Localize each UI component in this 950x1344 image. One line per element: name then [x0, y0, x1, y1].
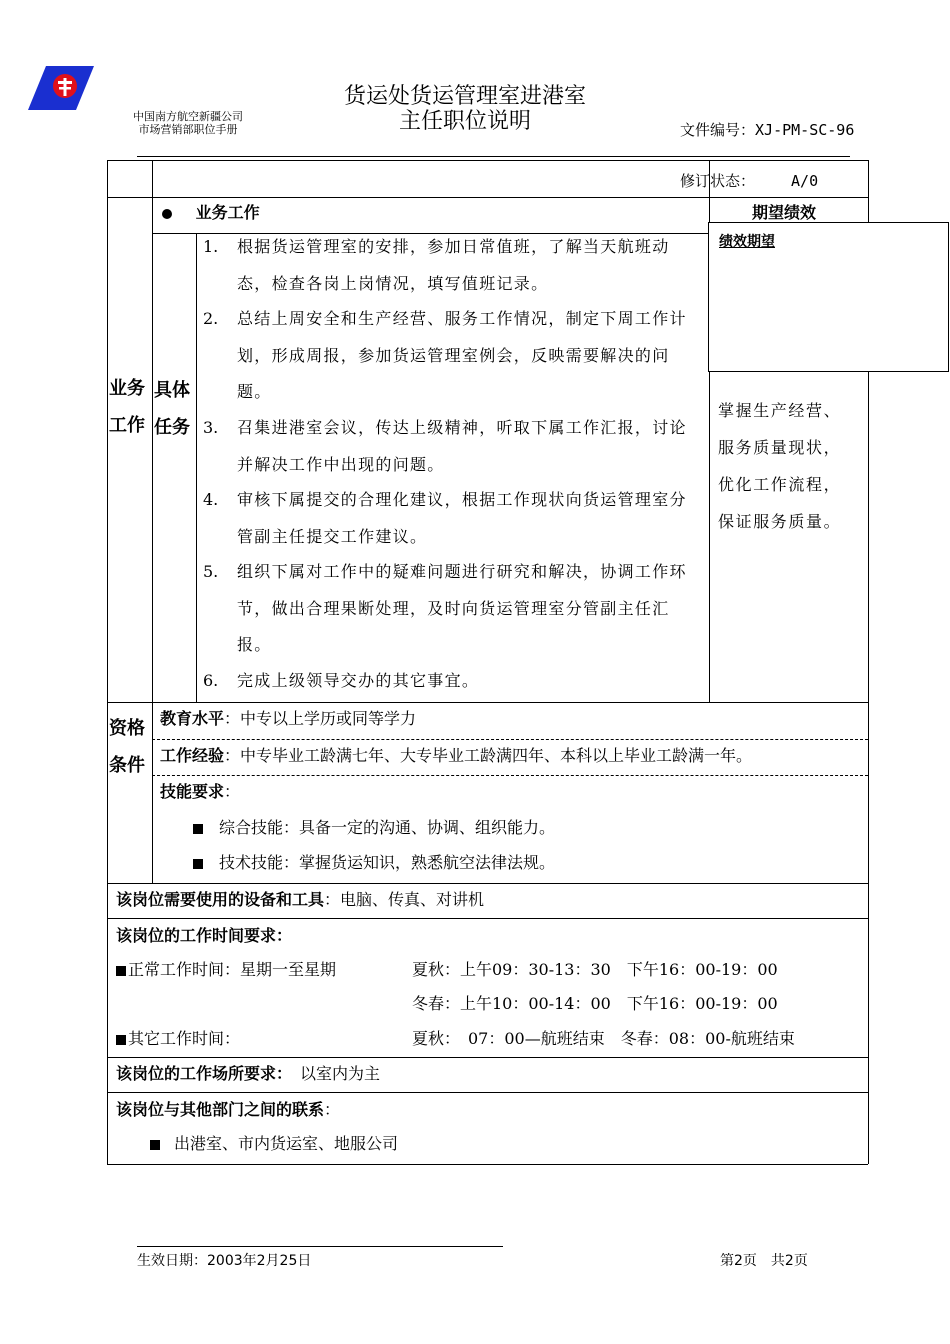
- document-title: [290, 84, 640, 134]
- task-item: [203, 229, 698, 302]
- task-text: 完成上级领导交办的其它事宜。: [237, 671, 480, 690]
- doc-no-value: XJ-PM-SC-96: [755, 121, 855, 139]
- company-logo: [28, 64, 98, 114]
- other-worktime-value: 夏秋： 07：00—航班结束 冬春：08：00-航班结束: [412, 1029, 795, 1048]
- task-item: [203, 482, 698, 555]
- square-bullet-icon: [116, 1035, 126, 1045]
- expected-performance-text: 掌握生产经营、服务质量现状，优化工作流程，保证服务质量。: [718, 401, 842, 531]
- other-worktime-label: 其它工作时间：: [116, 1026, 240, 1049]
- work-section-title: 业务工作: [162, 200, 260, 223]
- experience-requirement: 工作经验：中专毕业工龄满七年、大专毕业工龄满四年、本科以上毕业工龄满一年。: [160, 746, 753, 765]
- task-item: [203, 663, 698, 700]
- relation-label: 该岗位与其他部门之间的联系：: [116, 1100, 341, 1119]
- equipment-row: 该岗位需要使用的设备和工具：电脑、传真、对讲机: [116, 890, 485, 909]
- revision-value: A/0: [791, 172, 819, 190]
- education-requirement: 教育水平：中专以上学历或同等学力: [160, 709, 417, 728]
- work-row-label: 业务工作: [109, 378, 145, 436]
- bullet-icon: [162, 209, 172, 219]
- summer-hours: 夏秋：上午09：30-13：30 下午16：00-19：00: [412, 960, 778, 979]
- task-number: 5.: [203, 562, 219, 581]
- skill-item: 综合技能：具备一定的沟通、协调、组织能力。: [193, 815, 555, 838]
- task-text: 审核下属提交的合理化建议，根据工作现状向货运管理室分管副主任提交工作建议。: [237, 490, 687, 546]
- qualification-row-label: 资格条件: [109, 718, 145, 776]
- page-number: 第2页 共2页: [720, 1253, 808, 1269]
- task-number: 2.: [203, 309, 219, 328]
- task-number: 6.: [203, 671, 219, 690]
- winter-hours: 冬春：上午10：00-14：00 下午16：00-19：00: [412, 994, 778, 1013]
- document-number-block: [680, 88, 854, 207]
- worktime-label: 该岗位的工作时间要求：: [116, 926, 293, 945]
- skill-requirement-label: 技能要求：: [160, 782, 241, 801]
- expected-performance-header: 期望绩效: [752, 203, 817, 222]
- square-bullet-icon: [116, 966, 126, 976]
- skill-item: 技术技能：掌握货运知识，熟悉航空法律法规。: [193, 850, 555, 873]
- task-item: [203, 554, 698, 664]
- normal-worktime-label: 正常工作时间：星期一至星期: [116, 957, 336, 980]
- title-line-2: 主任职位说明: [398, 109, 531, 134]
- revision-label: 修订状态：: [680, 172, 756, 190]
- task-text: 根据货运管理室的安排，参加日常值班，了解当天航班动态，检查各岗上岗情况，填写值班记录。: [237, 237, 670, 293]
- square-bullet-icon: [150, 1140, 160, 1150]
- task-text: 总结上周安全和生产经营、服务工作情况，制定下周工作计划，形成周报，参加货运管理室例会，反映需要解决的问题。: [237, 309, 687, 401]
- square-bullet-icon: [193, 824, 203, 834]
- task-number: 1.: [203, 237, 219, 256]
- performance-expectation-box: [708, 222, 949, 372]
- company-line-2: 市场营销部职位手册: [138, 123, 238, 136]
- task-number: 3.: [203, 418, 219, 437]
- company-line-1: 中国南方航空新疆公司: [133, 110, 243, 123]
- effective-date: 生效日期：2003年2月25日: [137, 1253, 312, 1269]
- footer-rule: [137, 1246, 503, 1247]
- performance-expectation-title: 绩效期望: [719, 234, 775, 250]
- task-item: [203, 301, 698, 411]
- doc-no-label: 文件编号：: [680, 121, 756, 139]
- relation-item: 出港室、市内货运室、地服公司: [150, 1131, 398, 1154]
- workplace-row: 该岗位的工作场所要求： 以室内为主: [116, 1064, 381, 1083]
- task-item: [203, 410, 698, 483]
- task-text: 组织下属对工作中的疑难问题进行研究和解决，协调工作环节，做出合理果断处理，及时向货运管理室分管副主任汇报。: [237, 562, 687, 654]
- task-row-label: 具体任务: [154, 380, 190, 438]
- company-name: [118, 110, 258, 136]
- header-rule: [137, 156, 850, 157]
- task-text: 召集进港室会议，传达上级精神，听取下属工作汇报，讨论并解决工作中出现的问题。: [237, 418, 687, 474]
- title-line-1: 货运处货运管理室进港室: [343, 84, 586, 109]
- task-number: 4.: [203, 490, 219, 509]
- square-bullet-icon: [193, 859, 203, 869]
